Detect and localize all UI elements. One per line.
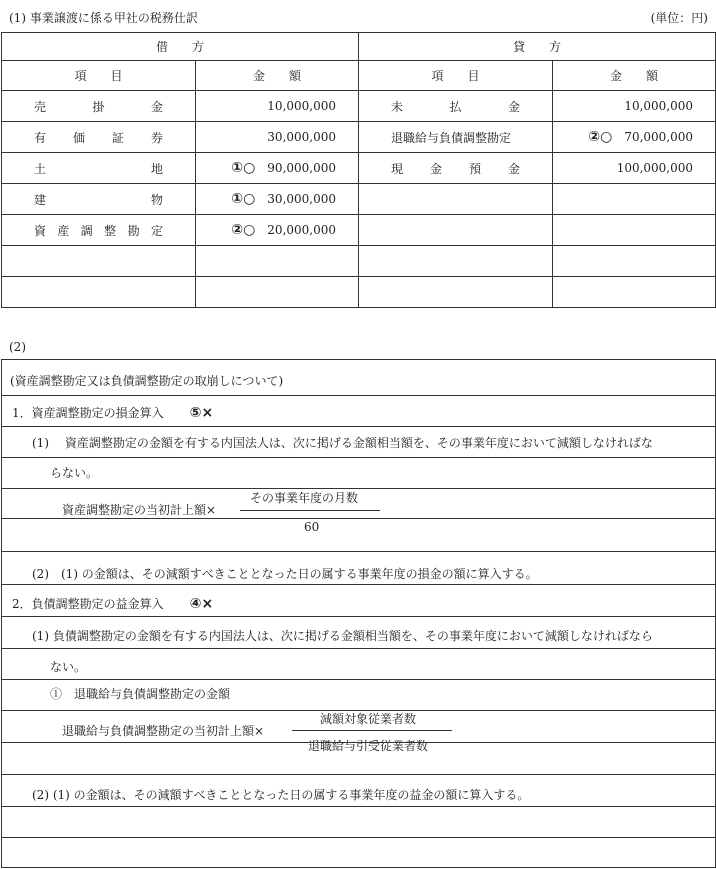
section1-title: (1) 事業譲渡に係る甲社の税務仕訳	[9, 11, 198, 25]
formula-liability-numerator: 減額対象従業者数	[320, 712, 417, 726]
paragraph-asset-2: (2) (1) の金額は、その減額すべきこととなった日の属する事業年度の損金の額に算入する。	[32, 567, 538, 581]
debit-item-cell: 建 物	[2, 184, 196, 215]
explanation-box	[1, 359, 716, 868]
journal-row	[2, 153, 716, 184]
credit-amount-header: 金 額	[553, 61, 716, 91]
formula-asset-denominator: 60	[304, 520, 320, 534]
journal-row	[2, 246, 716, 277]
paragraph-asset-1a: (1) 資産調整勘定の金額を有する内国法人は、次に掲げる金額相当額を、その事業年度において減額しなければな	[32, 436, 653, 450]
heading-asset: 1．資産調整勘定の損金算入 ⑤×	[12, 405, 214, 421]
paragraph-liability-2: (2) (1) の金額は、その減額すべきこととなった日の属する事業年度の益金の額に算入する。	[32, 788, 530, 802]
debit-amount-cell: ①○ 30,000,000	[196, 184, 359, 215]
credit-item-cell: 退職給与負債調整勘定	[359, 122, 553, 153]
debit-item-cell	[2, 246, 196, 277]
credit-item-cell	[359, 246, 553, 277]
paragraph-liability-item1: ① 退職給与負債調整勘定の金額	[50, 687, 231, 701]
debit-item-cell	[2, 277, 196, 308]
formula-liability-denominator: 退職給与引受従業者数	[308, 739, 429, 753]
journal-table	[1, 32, 716, 308]
credit-item-cell	[359, 184, 553, 215]
credit-amount-cell: 10,000,000	[553, 91, 716, 122]
paragraph-asset-1b: らない。	[50, 466, 99, 480]
formula-asset-numerator: その事業年度の月数	[250, 491, 359, 505]
debit-item-cell: 土 地	[2, 153, 196, 184]
credit-item-cell: 未 払 金	[359, 91, 553, 122]
debit-item-cell: 売 掛 金	[2, 91, 196, 122]
paragraph-liability-1a: (1) 負債調整勘定の金額を有する内国法人は、次に掲げる金額相当額を、その事業年度において減額しなければなら	[32, 629, 653, 643]
credit-item-cell	[359, 215, 553, 246]
score-mark: ②○	[231, 222, 256, 238]
debit-amount-cell: 30,000,000	[196, 122, 359, 153]
credit-item-cell: 現 金 預 金	[359, 153, 553, 184]
debit-amount-cell: 10,000,000	[196, 91, 359, 122]
credit-amount-cell	[553, 215, 716, 246]
credit-amount-cell	[553, 184, 716, 215]
journal-row	[2, 122, 716, 153]
score-mark: ⑤×	[189, 405, 214, 421]
journal-row	[2, 184, 716, 215]
section2-label: (2)	[9, 340, 26, 354]
credit-item-cell	[359, 277, 553, 308]
credit-amount-cell: ②○ 70,000,000	[553, 122, 716, 153]
debit-amount-cell: ②○ 20,000,000	[196, 215, 359, 246]
intro-text: (資産調整勘定又は負債調整勘定の取崩しについて)	[10, 374, 284, 388]
debit-item-header: 項 目	[2, 61, 196, 91]
journal-row	[2, 215, 716, 246]
unit-label: (単位：円)	[650, 11, 708, 25]
debit-amount-cell	[196, 277, 359, 308]
debit-amount-header: 金 額	[196, 61, 359, 91]
debit-header: 借 方	[2, 33, 359, 61]
credit-header: 貸 方	[359, 33, 716, 61]
paragraph-liability-1b: ない。	[50, 660, 87, 674]
debit-item-cell: 資 産 調 整 勘 定	[2, 215, 196, 246]
score-mark: ①○	[231, 191, 256, 207]
debit-amount-cell: ①○ 90,000,000	[196, 153, 359, 184]
score-mark: ④×	[189, 596, 214, 612]
credit-amount-cell	[553, 246, 716, 277]
formula-liability-left: 退職給与負債調整勘定の当初計上額×	[62, 724, 265, 738]
score-mark: ①○	[231, 160, 256, 176]
debit-amount-cell	[196, 246, 359, 277]
journal-row	[2, 91, 716, 122]
credit-item-header: 項 目	[359, 61, 553, 91]
credit-amount-cell: 100,000,000	[553, 153, 716, 184]
score-mark: ②○	[588, 129, 613, 145]
heading-liability: 2．負債調整勘定の益金算入 ④×	[12, 596, 214, 612]
journal-row	[2, 277, 716, 308]
formula-asset-left: 資産調整勘定の当初計上額×	[62, 503, 217, 517]
credit-amount-cell	[553, 277, 716, 308]
debit-item-cell: 有 価 証 券	[2, 122, 196, 153]
